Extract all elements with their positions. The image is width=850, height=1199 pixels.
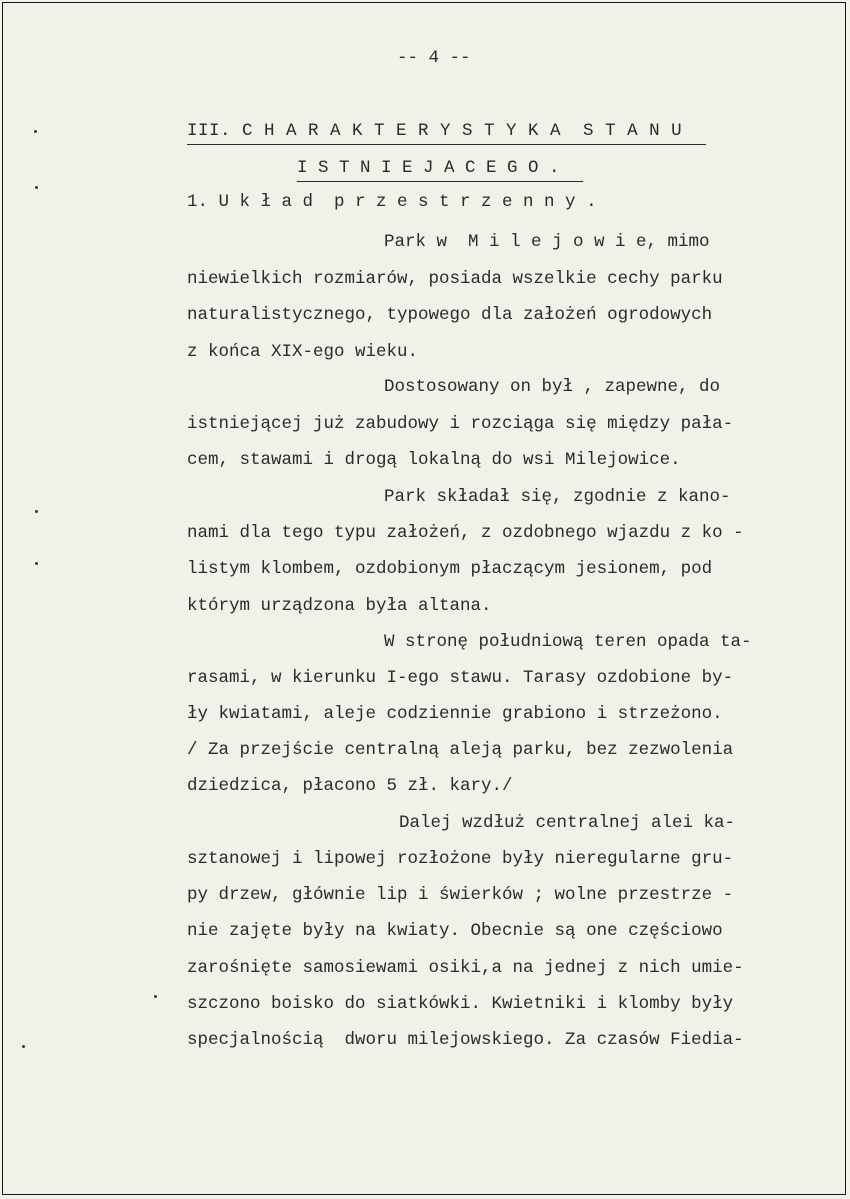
body-line: listym klombem, ozdobionym płaczącym jesionem, pod <box>187 559 713 579</box>
body-line: istniejącej już zabudowy i rozciąga się między pała- <box>187 414 734 434</box>
margin-speck <box>35 562 38 565</box>
body-line: py drzew, głównie lip i świerków ; wolne przestrze - <box>187 885 734 905</box>
body-line: ły kwiatami, aleje codziennie grabiono i strzeżono. <box>187 704 723 724</box>
body-line: specjalnością dworu milejowskiego. Za czasów Fiedia- <box>187 1030 744 1050</box>
body-line: cem, stawami i drogą lokalną do wsi Milejowice. <box>187 450 681 470</box>
body-line: Park składał się, zgodnie z kano- <box>384 487 731 507</box>
chapter-heading-continued-underline <box>297 181 583 182</box>
body-line: nie zajęte były na kwiaty. Obecnie są one częściowo <box>187 921 723 941</box>
margin-speck <box>35 510 38 513</box>
margin-speck <box>34 130 37 133</box>
page-number: -- 4 -- <box>397 48 471 68</box>
body-line: naturalistycznego, typowego dla założeń ogrodowych <box>187 305 713 325</box>
body-line: szczono boisko do siatkówki. Kwietniki i klomby były <box>187 994 734 1014</box>
chapter-heading-underline <box>187 144 706 145</box>
body-line: Dostosowany on był , zapewne, do <box>384 377 721 397</box>
margin-speck <box>35 186 38 189</box>
margin-speck <box>22 1045 25 1048</box>
chapter-heading: III. C H A R A K T E R Y S T Y K A S T A N U <box>187 121 683 141</box>
body-line: dziedzica, płacono 5 zł. kary./ <box>187 776 513 796</box>
body-line: którym urządzona była altana. <box>187 596 492 616</box>
chapter-heading-continued: I S T N I E J A C E G O . <box>297 158 560 178</box>
body-line: / Za przejście centralną aleją parku, bez zezwolenia <box>187 740 734 760</box>
body-line: sztanowej i lipowej rozłożone były nieregularne gru- <box>187 849 734 869</box>
body-line: niewielkich rozmiarów, posiada wszelkie cechy parku <box>187 269 723 289</box>
section-heading: 1. U k ł a d p r z e s t r z e n n y . <box>187 192 597 212</box>
body-line: Park w M i l e j o w i e, mimo <box>384 232 710 252</box>
margin-speck <box>154 995 157 998</box>
body-line: z końca XIX-ego wieku. <box>187 342 419 362</box>
body-line: rasami, w kierunku I-ego stawu. Tarasy ozdobione by- <box>187 668 734 688</box>
body-line: W stronę południową teren opada ta- <box>384 632 752 652</box>
body-line: zarośnięte samosiewami osiki,a na jednej z nich umie- <box>187 958 744 978</box>
body-line: nami dla tego typu założeń, z ozdobnego wjazdu z ko - <box>187 523 744 543</box>
body-line: Dalej wzdłuż centralnej alei ka- <box>399 813 736 833</box>
